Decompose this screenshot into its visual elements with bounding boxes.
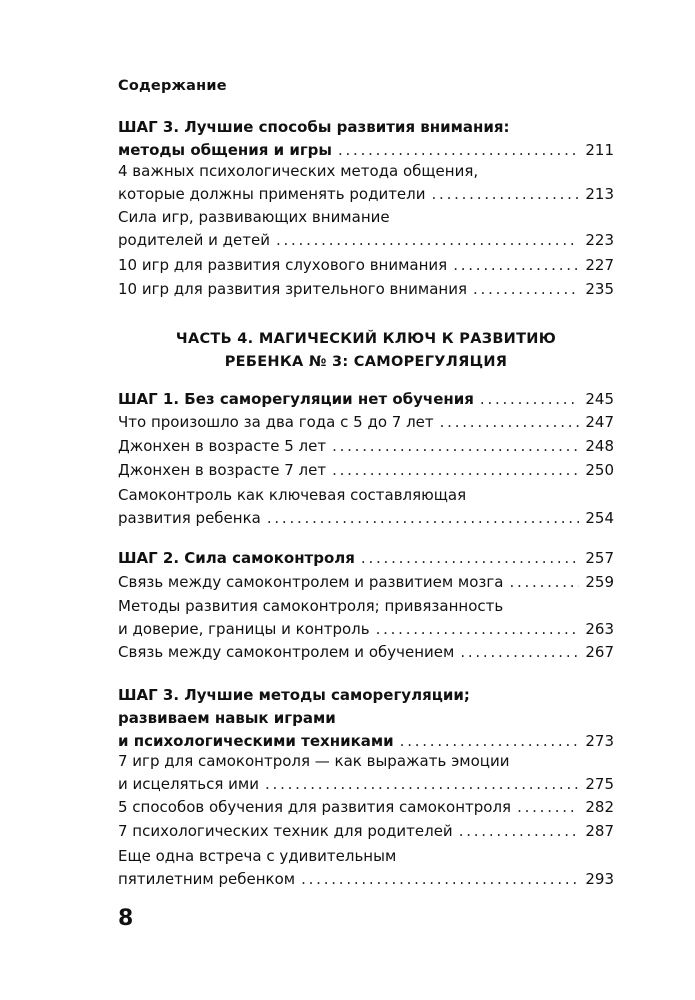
toc-title: и психологическими техниками (118, 732, 394, 750)
toc-item-text: 10 игр для развития слухового внимания (118, 256, 448, 274)
toc-item[interactable] (118, 845, 614, 891)
toc-item-text: Методы развития самоконтроля; привязанность (118, 597, 504, 615)
toc-item-text: и доверие, границы и контроль (118, 620, 370, 638)
toc-title: ШАГ 3. Лучшие методы саморегуляции; (118, 686, 470, 704)
dot-leader (453, 254, 579, 277)
page-ref: 248 (585, 437, 614, 455)
page-ref: 250 (585, 461, 614, 479)
dot-leader (517, 796, 579, 819)
toc-item-text: 10 игр для развития зрительного внимания (118, 280, 468, 298)
toc-item[interactable] (118, 160, 614, 206)
page-ref: 235 (585, 280, 614, 298)
toc-item[interactable] (118, 796, 614, 819)
dot-leader (460, 641, 579, 664)
toc-item[interactable] (118, 641, 614, 664)
toc-title: ШАГ 2. Сила самоконтроля (118, 549, 355, 567)
page-number: 8 (118, 906, 134, 931)
page-ref: 287 (585, 822, 614, 840)
page-ref: 293 (585, 870, 614, 888)
toc-item-text: развития ребенка (118, 509, 261, 527)
dot-leader (276, 229, 579, 252)
toc-item[interactable] (118, 820, 614, 843)
toc-item-text: Джонхен в возрасте 7 лет (118, 461, 327, 479)
page-ref: 223 (585, 231, 614, 249)
toc-item-text: Сила игр, развивающих внимание (118, 208, 390, 226)
toc-title: методы общения и игры (118, 141, 332, 159)
toc-chapter-step2[interactable] (118, 547, 614, 570)
toc-item-text: родителей и детей (118, 231, 270, 249)
running-head: Содержание (118, 78, 227, 94)
toc-title: развиваем навык играми (118, 709, 336, 727)
dot-leader (301, 868, 579, 891)
dot-leader (432, 183, 580, 206)
toc-item-text: и исцеляться ими (118, 775, 259, 793)
toc-item-text: Связь между самоконтролем и развитием мозга (118, 573, 504, 591)
dot-leader (376, 618, 580, 641)
dot-leader (332, 435, 579, 458)
toc-item-text: Связь между самоконтролем и обучением (118, 643, 455, 661)
toc-item[interactable] (118, 459, 614, 482)
dot-leader (338, 139, 579, 162)
toc-item-text: 7 психологических техник для родителей (118, 822, 453, 840)
toc-item[interactable] (118, 595, 614, 641)
toc-chapter-step3-attention[interactable] (118, 116, 614, 162)
dot-leader (459, 820, 580, 843)
part-heading-line: ЧАСТЬ 4. МАГИЧЕСКИЙ КЛЮЧ К РАЗВИТИЮ (175, 331, 557, 347)
page-ref: 254 (585, 509, 614, 527)
dot-leader (265, 773, 579, 796)
toc-item-text: 7 игр для самоконтроля — как выражать эмоции (118, 752, 510, 770)
page-ref: 259 (585, 573, 614, 591)
page-ref: 267 (585, 643, 614, 661)
toc-item-text: Еще одна встреча с удивительным (118, 847, 397, 865)
toc-item[interactable] (118, 571, 614, 594)
toc-item-text: 5 способов обучения для развития самоконтроля (118, 798, 512, 816)
toc-item[interactable] (118, 254, 614, 277)
page-ref: 275 (585, 775, 614, 793)
dot-leader (509, 571, 579, 594)
page-ref: 263 (585, 620, 614, 638)
dot-leader (473, 278, 579, 301)
toc-item[interactable] (118, 278, 614, 301)
page-ref: 245 (585, 390, 614, 408)
part-heading[interactable] (118, 328, 614, 374)
toc-item-text: Что произошло за два года с 5 до 7 лет (118, 413, 434, 431)
dot-leader (440, 411, 580, 434)
page-ref: 247 (585, 413, 614, 431)
toc-item-text: 4 важных психологических метода общения, (118, 162, 479, 180)
toc-item[interactable] (118, 750, 614, 796)
page-ref: 257 (585, 549, 614, 567)
page-ref: 211 (585, 141, 614, 159)
page-ref: 213 (585, 185, 614, 203)
toc-item[interactable] (118, 411, 614, 434)
page-ref: 273 (585, 732, 614, 750)
dot-leader (332, 459, 579, 482)
dot-leader (267, 507, 580, 530)
toc-chapter-step1[interactable] (118, 388, 614, 411)
page-ref: 227 (585, 256, 614, 274)
toc-item-text: пятилетним ребенком (118, 870, 296, 888)
page-ref: 282 (585, 798, 614, 816)
toc-title: ШАГ 3. Лучшие способы развития внимания: (118, 118, 510, 136)
toc-item-text: Самоконтроль как ключевая составляющая (118, 486, 467, 504)
dot-leader (361, 547, 579, 570)
toc-chapter-step3-selfregulation[interactable] (118, 684, 614, 753)
toc-item[interactable] (118, 435, 614, 458)
dot-leader (480, 388, 579, 411)
toc-item-text: которые должны применять родители (118, 185, 426, 203)
toc-item[interactable] (118, 484, 614, 530)
toc-item[interactable] (118, 206, 614, 252)
toc-item-text: Джонхен в возрасте 5 лет (118, 437, 327, 455)
toc-title: ШАГ 1. Без саморегуляции нет обучения (118, 390, 474, 408)
part-heading-line: РЕБЕНКА № 3: САМОРЕГУЛЯЦИЯ (224, 354, 508, 370)
